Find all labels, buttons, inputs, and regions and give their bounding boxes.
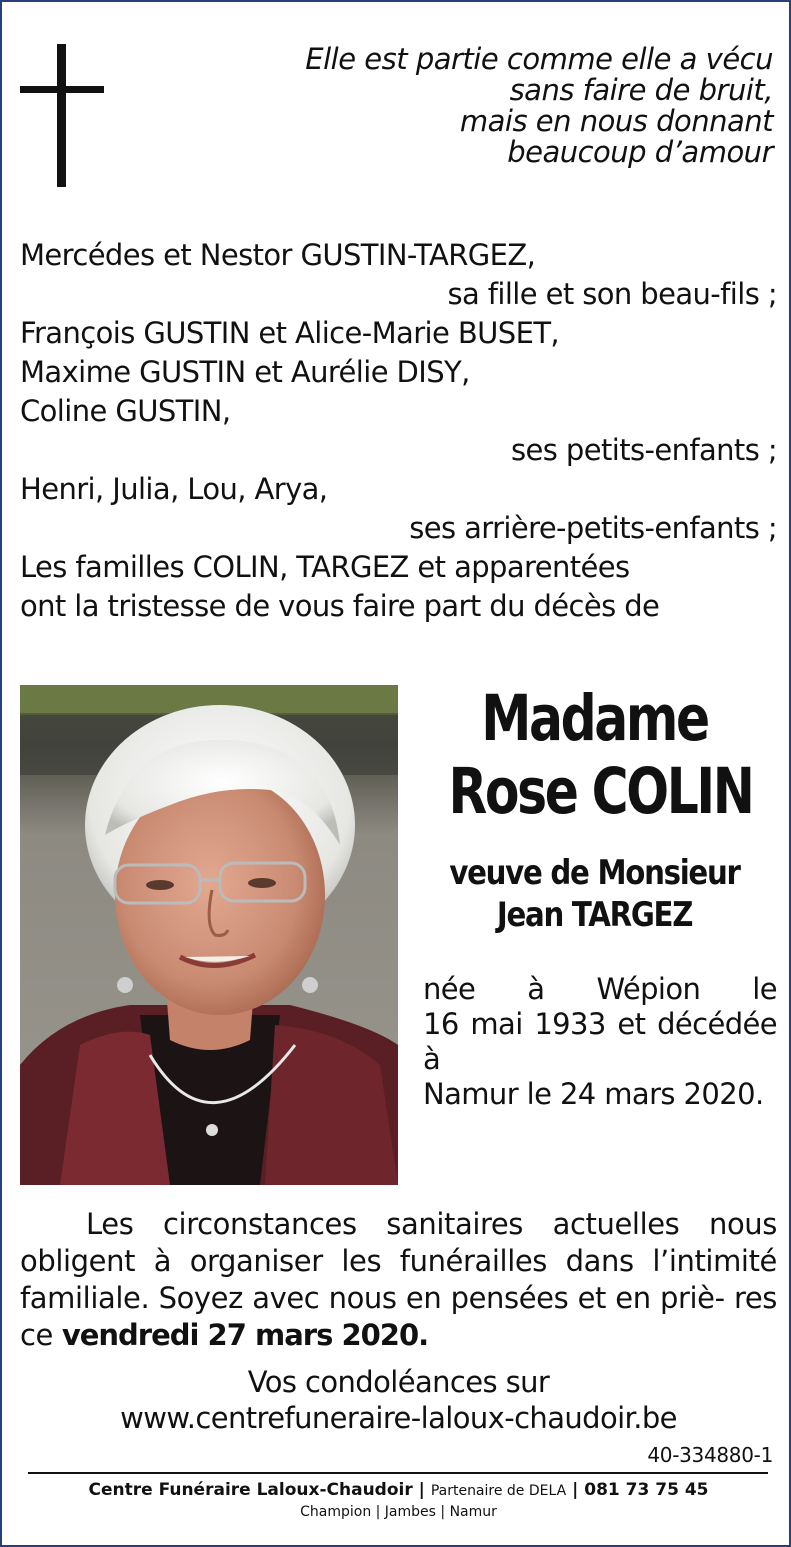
- widow-line: Jean TARGEZ: [496, 895, 693, 935]
- family-line: François GUSTIN et Alice-Marie BUSET,: [20, 316, 560, 350]
- portrait-photo: [20, 685, 398, 1185]
- poem-line: beaucoup d’amour: [507, 135, 773, 169]
- family-line: Les familles COLIN, TARGEZ et apparentées: [20, 550, 630, 584]
- family-line: Mercédes et Nestor GUSTIN-TARGEZ,: [20, 238, 536, 272]
- poem-line: mais en nous donnant: [459, 104, 773, 138]
- family-line: Maxime GUSTIN et Aurélie DISY,: [20, 355, 470, 389]
- poem-line: Elle est partie comme elle a vécu: [305, 42, 773, 76]
- family-relation: ses arrière-petits-enfants ;: [409, 511, 777, 545]
- phone-number: 081 73 75 45: [584, 1480, 709, 1500]
- family-relation: sa fille et son beau-fils ;: [447, 277, 777, 311]
- reference-number: 40-334880-1: [647, 1443, 773, 1467]
- footer-divider: [28, 1472, 768, 1474]
- funeral-date: vendredi 27 mars 2020.: [61, 1318, 429, 1352]
- footer-locations: Champion | Jambes | Namur: [300, 1504, 497, 1520]
- footer: [20, 1479, 777, 1502]
- condolences-label: Vos condoléances sur: [247, 1365, 550, 1399]
- footer-separator: |: [572, 1480, 579, 1500]
- partner-text: Partenaire de DELA: [430, 1483, 567, 1499]
- birth-death-dates: [423, 972, 777, 1112]
- poem-line: sans faire de bruit,: [509, 73, 773, 107]
- cross-icon: [20, 44, 104, 187]
- widow-line: veuve de Monsieur: [449, 853, 740, 893]
- company-name: Centre Funéraire Laloux-Chaudoir: [88, 1480, 413, 1500]
- condolences: [20, 1364, 777, 1436]
- deceased-title: Madame: [481, 682, 708, 755]
- deceased-name-block: [412, 682, 777, 936]
- funeral-message: [20, 1206, 777, 1354]
- family-list: [20, 236, 777, 626]
- poem: [173, 44, 773, 168]
- family-line: ont la tristesse de vous faire part du décès de: [20, 589, 660, 623]
- widow-of: [438, 852, 752, 936]
- footer-separator: |: [418, 1480, 425, 1500]
- dates-line: 16 mai 1933 et décédée à: [423, 1007, 777, 1076]
- message-text: Les circonstances sanitaires actuelles nous obligent à organiser les funérailles dans l’intimité familiale. Soyez avec nous en pensées et en priè- res ce: [20, 1207, 777, 1352]
- dates-line: Namur le 24 mars 2020.: [423, 1077, 764, 1111]
- family-line: Coline GUSTIN,: [20, 394, 231, 428]
- dates-line: née à Wépion le: [423, 972, 777, 1006]
- deceased-name: Rose COLIN: [448, 755, 753, 828]
- family-line: Henri, Julia, Lou, Arya,: [20, 472, 328, 506]
- condolences-url[interactable]: www.centrefuneraire-laloux-chaudoir.be: [120, 1401, 677, 1435]
- family-relation: ses petits-enfants ;: [511, 433, 777, 467]
